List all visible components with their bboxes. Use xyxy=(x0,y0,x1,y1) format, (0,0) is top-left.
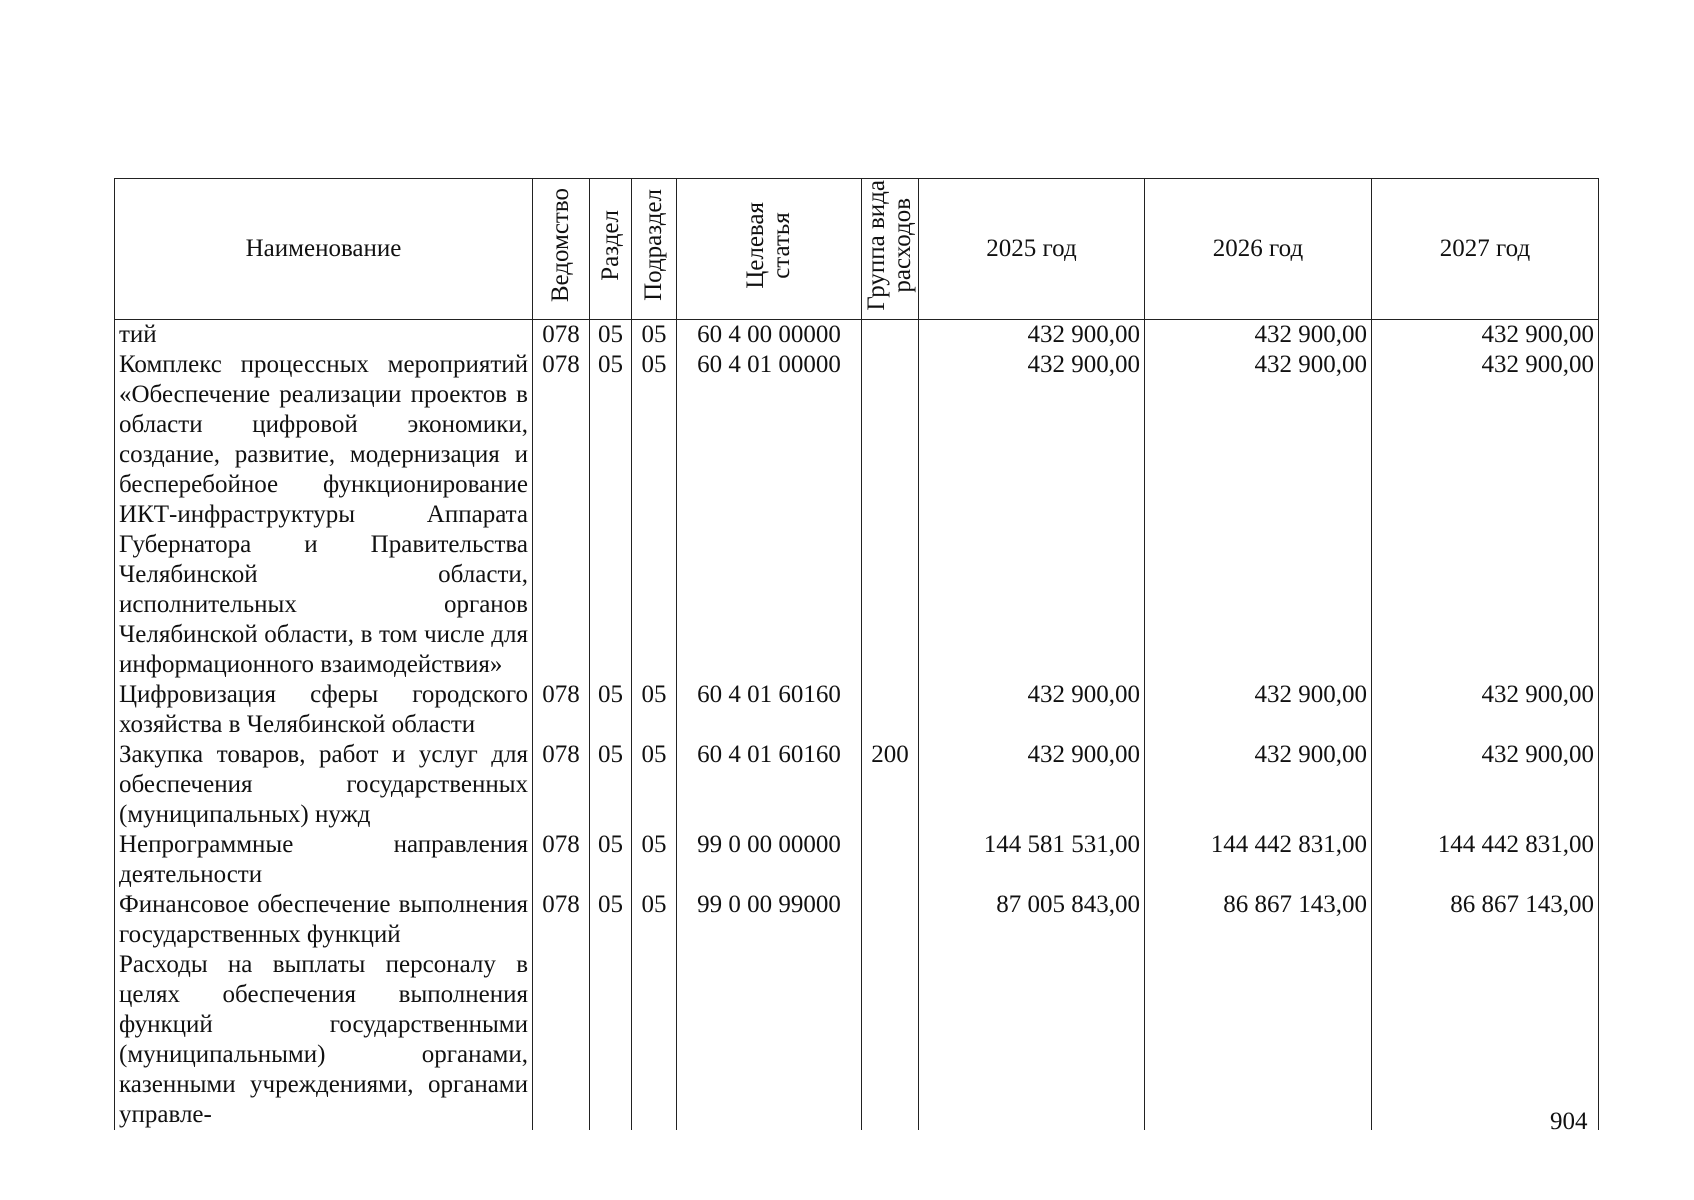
row-expense-group: 200 xyxy=(862,740,919,830)
row-target-article xyxy=(677,950,862,1130)
row-amount-2026: 432 900,00 xyxy=(1145,350,1372,680)
row-target-article: 60 4 01 60160 xyxy=(677,680,862,740)
table-header-row xyxy=(115,179,1599,320)
table-row xyxy=(115,890,1599,950)
row-name: Непрограммные направления деятельности xyxy=(115,830,533,890)
row-subsection: 05 xyxy=(632,680,677,740)
row-department xyxy=(533,950,590,1130)
row-section: 05 xyxy=(590,350,632,680)
row-subsection: 05 xyxy=(632,740,677,830)
row-target-article: 60 4 01 00000 xyxy=(677,350,862,680)
header-name: Наименование xyxy=(115,179,533,320)
row-amount-2025: 432 900,00 xyxy=(919,320,1145,351)
table-row xyxy=(115,320,1599,351)
row-amount-2025: 144 581 531,00 xyxy=(919,830,1145,890)
row-amount-2026: 432 900,00 xyxy=(1145,740,1372,830)
row-section xyxy=(590,950,632,1130)
row-name: тий xyxy=(115,320,533,351)
header-department: Ведомство xyxy=(533,179,590,320)
row-amount-2025 xyxy=(919,950,1145,1130)
row-amount-2026: 432 900,00 xyxy=(1145,320,1372,351)
row-amount-2027: 432 900,00 xyxy=(1372,320,1599,351)
row-department: 078 xyxy=(533,680,590,740)
row-department: 078 xyxy=(533,320,590,351)
row-target-article: 99 0 00 00000 xyxy=(677,830,862,890)
row-amount-2027: 432 900,00 xyxy=(1372,680,1599,740)
table-row xyxy=(115,950,1599,1130)
row-section: 05 xyxy=(590,890,632,950)
row-subsection: 05 xyxy=(632,890,677,950)
row-department: 078 xyxy=(533,740,590,830)
budget-table xyxy=(114,178,1599,1130)
header-year-2027: 2027 год xyxy=(1372,179,1599,320)
row-section: 05 xyxy=(590,320,632,351)
row-amount-2026: 144 442 831,00 xyxy=(1145,830,1372,890)
header-year-2025: 2025 год xyxy=(919,179,1145,320)
row-name: Цифровизация сферы городского хозяйства в Челябинской области xyxy=(115,680,533,740)
row-section: 05 xyxy=(590,680,632,740)
row-subsection: 05 xyxy=(632,320,677,351)
row-expense-group xyxy=(862,350,919,680)
header-expense-group: Группа вида расходов xyxy=(862,179,919,320)
row-target-article: 60 4 00 00000 xyxy=(677,320,862,351)
row-department: 078 xyxy=(533,350,590,680)
row-section: 05 xyxy=(590,830,632,890)
row-expense-group xyxy=(862,320,919,351)
row-amount-2026: 432 900,00 xyxy=(1145,680,1372,740)
row-amount-2025: 432 900,00 xyxy=(919,740,1145,830)
row-name: Закупка товаров, работ и услуг для обеспечения государственных (муниципальных) нужд xyxy=(115,740,533,830)
row-amount-2027: 86 867 143,00 xyxy=(1372,890,1599,950)
row-name: Финансовое обеспечение выполнения государственных функций xyxy=(115,890,533,950)
table-row xyxy=(115,740,1599,830)
row-department: 078 xyxy=(533,890,590,950)
page-number: 904 xyxy=(1550,1108,1588,1135)
row-expense-group xyxy=(862,950,919,1130)
row-subsection: 05 xyxy=(632,350,677,680)
table-row xyxy=(115,350,1599,680)
row-amount-2026 xyxy=(1145,950,1372,1130)
row-target-article: 60 4 01 60160 xyxy=(677,740,862,830)
row-subsection xyxy=(632,950,677,1130)
row-amount-2025: 432 900,00 xyxy=(919,350,1145,680)
row-name: Расходы на выплаты персоналу в целях обеспечения выполнения функций государственными (муниципальными) органами, казенными учреждениями, органами управле- xyxy=(115,950,533,1130)
table-row xyxy=(115,830,1599,890)
row-expense-group xyxy=(862,890,919,950)
header-section: Раздел xyxy=(590,179,632,320)
row-amount-2025: 432 900,00 xyxy=(919,680,1145,740)
table-row xyxy=(115,680,1599,740)
row-amount-2027: 144 442 831,00 xyxy=(1372,830,1599,890)
row-amount-2026: 86 867 143,00 xyxy=(1145,890,1372,950)
row-amount-2027: 432 900,00 xyxy=(1372,350,1599,680)
header-year-2026: 2026 год xyxy=(1145,179,1372,320)
row-expense-group xyxy=(862,830,919,890)
header-target-article: Целевая статья xyxy=(677,179,862,320)
header-subsection: Подраздел xyxy=(632,179,677,320)
row-amount-2025: 87 005 843,00 xyxy=(919,890,1145,950)
row-expense-group xyxy=(862,680,919,740)
row-amount-2027 xyxy=(1372,950,1599,1130)
row-subsection: 05 xyxy=(632,830,677,890)
row-department: 078 xyxy=(533,830,590,890)
row-target-article: 99 0 00 99000 xyxy=(677,890,862,950)
row-name: Комплекс процессных мероприятий «Обеспечение реализации проектов в области цифровой экономики, создание, развитие, модернизация и бесперебойное функционирование ИКТ-инфраструктуры Аппарата Губернатора и Правительства Челябинской области, исполнительных органов Челябинской области, в том числе для информационного взаимодействия» xyxy=(115,350,533,680)
row-amount-2027: 432 900,00 xyxy=(1372,740,1599,830)
row-section: 05 xyxy=(590,740,632,830)
